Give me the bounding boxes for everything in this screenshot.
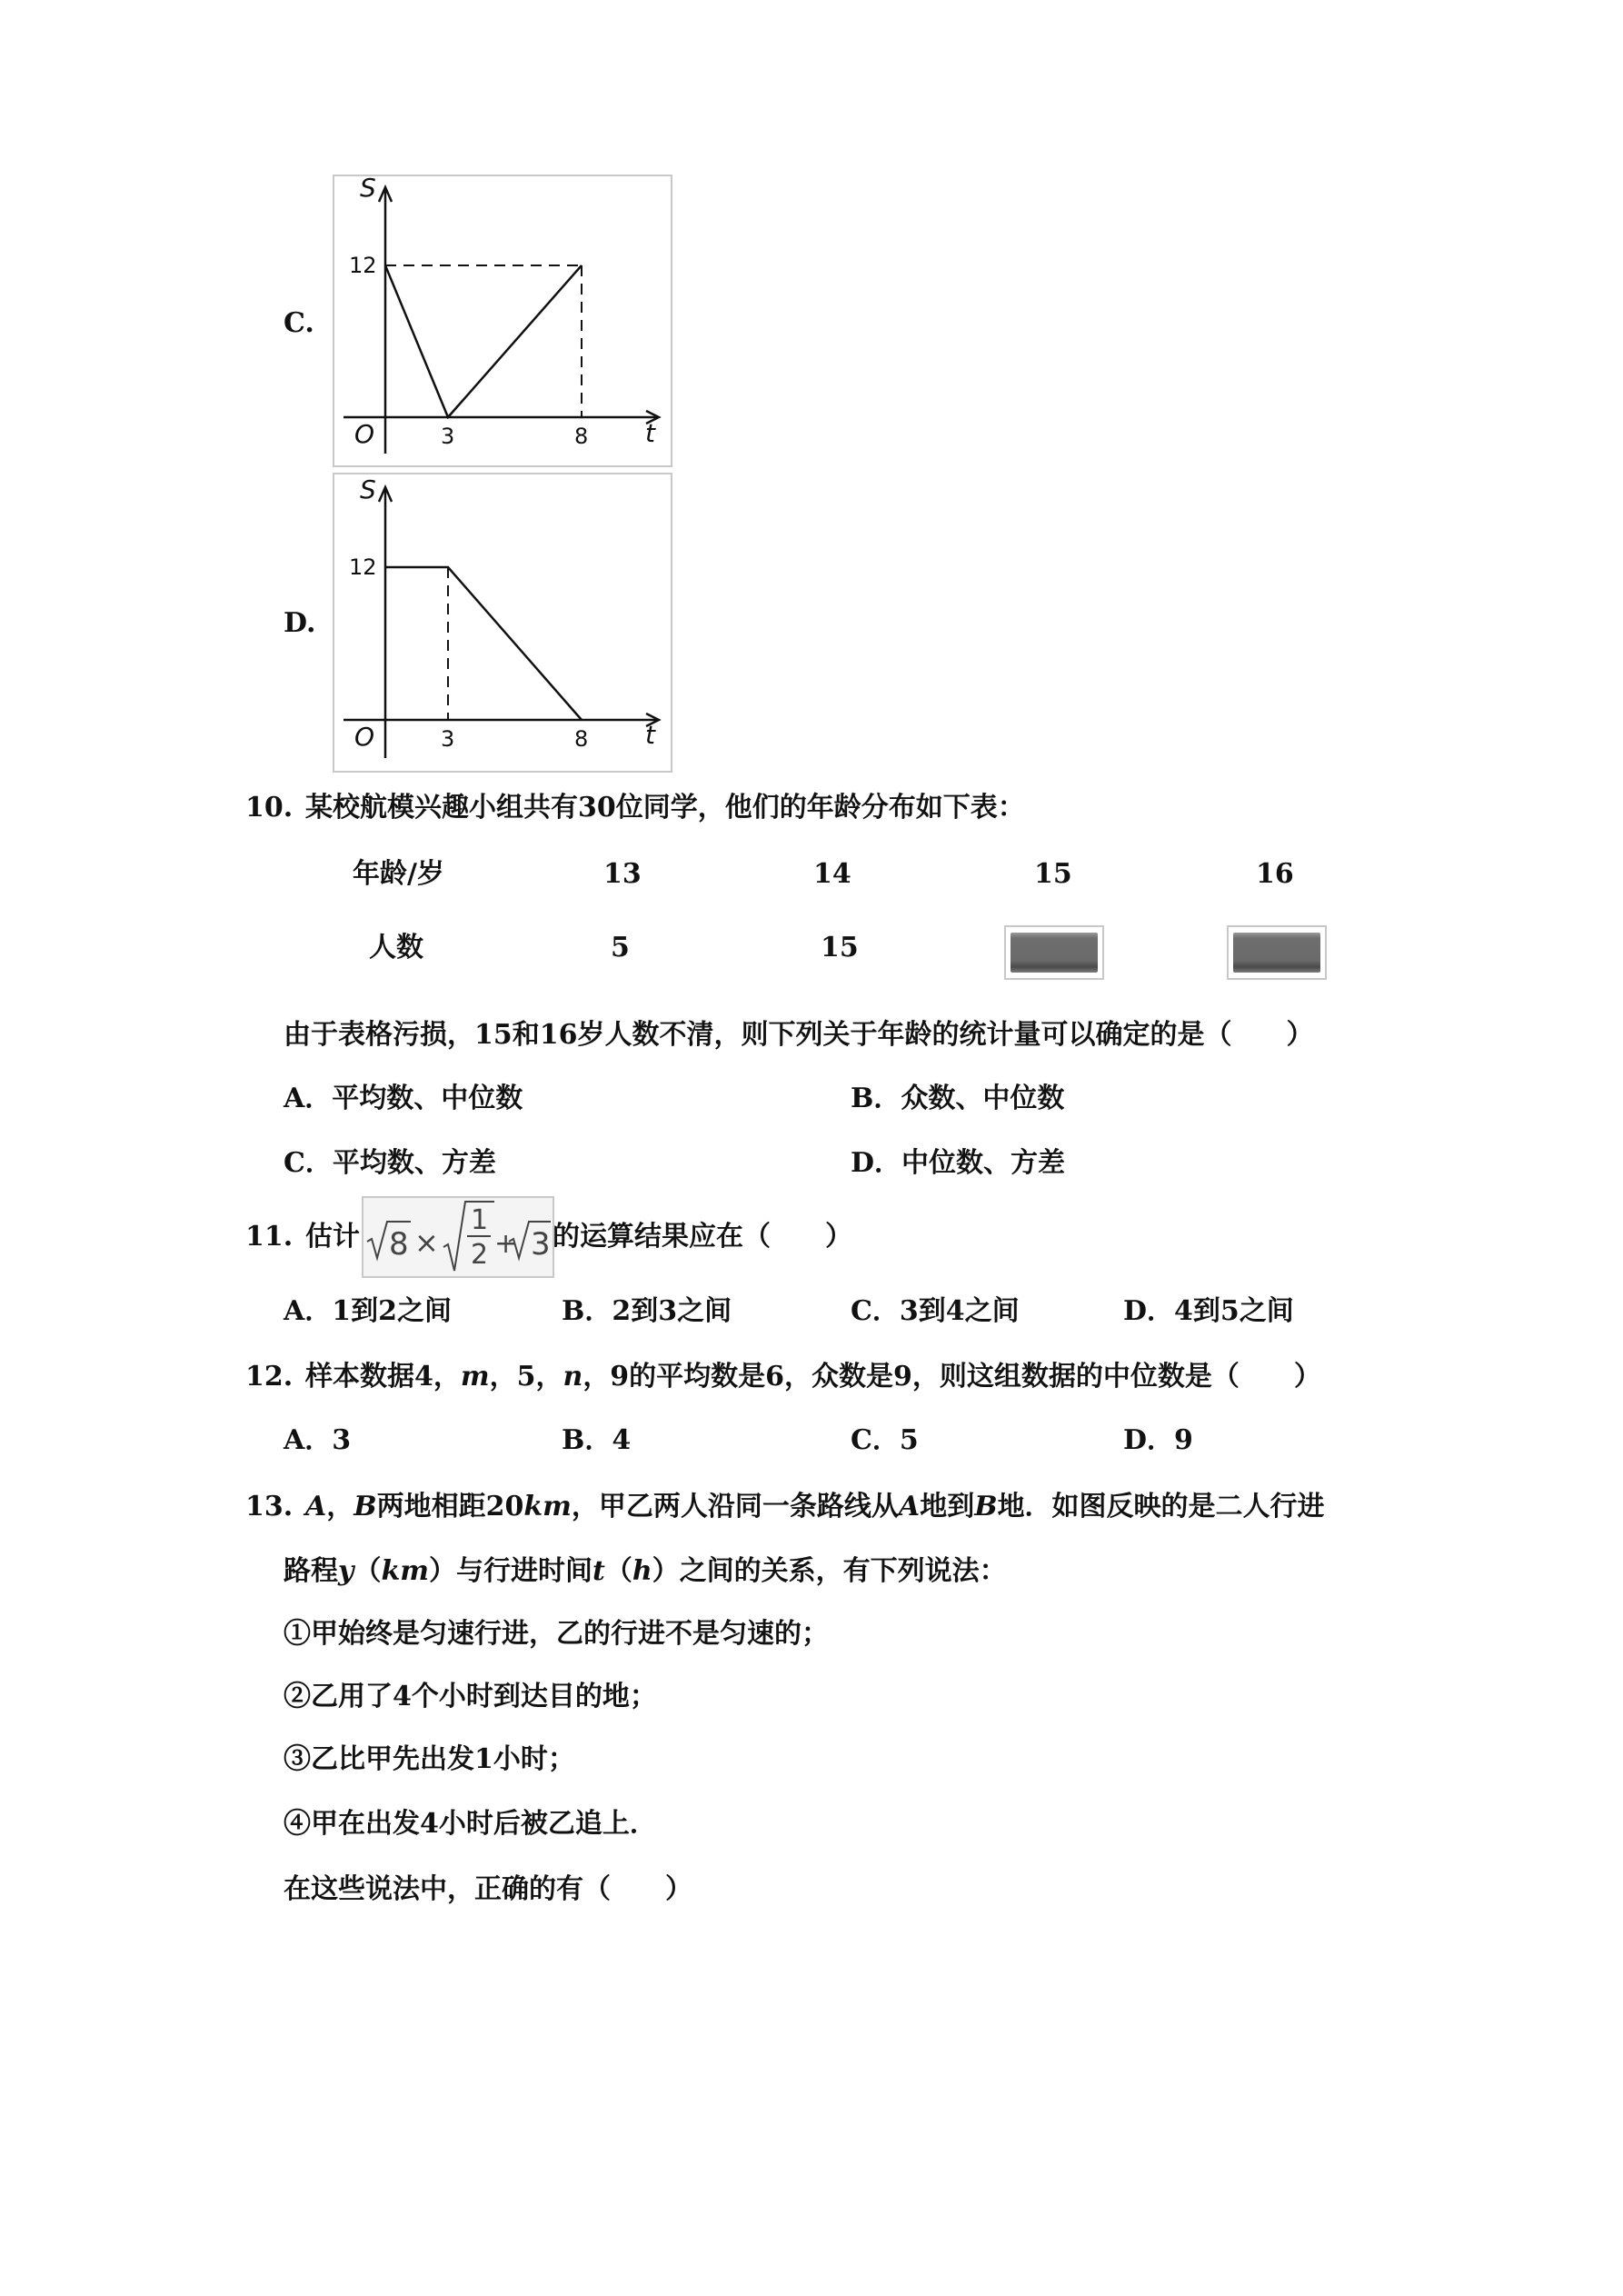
- x-axis-label: t: [645, 720, 655, 750]
- y-axis-label: S: [360, 176, 376, 203]
- point-a: A: [305, 1491, 327, 1522]
- plus-sign: +: [494, 1228, 518, 1260]
- y-tick-12: 12: [349, 554, 377, 580]
- q10-stem: 某校航模兴趣小组共有30位同学，他们的年龄分布如下表：: [305, 792, 1025, 824]
- x-tick-3: 3: [441, 424, 455, 449]
- unit-km: km: [523, 1491, 572, 1522]
- table-count-14: 15: [821, 932, 859, 963]
- fraction-denominator: 2: [471, 1239, 489, 1271]
- var-t: t: [592, 1555, 605, 1587]
- q13-text: 两地相距20: [376, 1491, 524, 1522]
- q9-option-c-label: C.: [284, 307, 314, 339]
- radicand-8: 8: [389, 1226, 409, 1263]
- table-count-16-smudged: [1227, 925, 1327, 980]
- q12-text: ，5，: [489, 1361, 563, 1393]
- q10-option-d: D．中位数、方差: [851, 1147, 1066, 1179]
- table-count-13: 5: [611, 932, 630, 963]
- q11-suffix: 的运算结果应在（ ）: [553, 1221, 852, 1253]
- q12-option-d: D．9: [1123, 1424, 1193, 1456]
- q12-text: ，9的平均数是6，众数是9，则这组数据的中位数是（ ）: [582, 1361, 1321, 1393]
- q11-formula: [362, 1196, 554, 1278]
- point-a: A: [898, 1491, 921, 1522]
- point-b: B: [353, 1491, 377, 1522]
- y-tick-12: 12: [349, 253, 377, 278]
- q13-text: 路程: [284, 1555, 338, 1587]
- unit-h: h: [632, 1555, 652, 1587]
- q10-question: 由于表格污损，15和16岁人数不清，则下列关于年龄的统计量可以确定的是（ ）: [284, 1019, 1314, 1051]
- q12-number: 12.: [245, 1361, 294, 1393]
- q12-text: 样本数据4，: [305, 1361, 461, 1393]
- q13-text: ）与行进时间: [428, 1555, 592, 1587]
- table-age-13: 13: [603, 858, 642, 890]
- q13-statement-3: ③乙比甲先出发1小时；: [284, 1743, 575, 1775]
- table-header-age: 年龄/岁: [353, 858, 444, 890]
- fraction-numerator: 1: [471, 1204, 489, 1236]
- q13-text: （: [604, 1555, 632, 1587]
- q10-option-b: B．众数、中位数: [851, 1083, 1065, 1114]
- q9-option-c-graph: [333, 175, 672, 467]
- unit-km: km: [381, 1555, 429, 1587]
- q11-option-a: A．1到2之间: [284, 1295, 453, 1327]
- q13-text: ，甲乙两人沿同一条路线从: [571, 1491, 899, 1522]
- point-b: B: [974, 1491, 998, 1522]
- q13-statement-4: ④甲在出发4小时后被乙追上．: [284, 1808, 657, 1840]
- origin-label: O: [354, 419, 375, 449]
- q12-option-a: A．3: [284, 1424, 352, 1456]
- q13-text: （: [353, 1555, 382, 1587]
- q12-option-b: B．4: [562, 1424, 632, 1456]
- var-n: n: [563, 1361, 583, 1393]
- var-y: y: [338, 1555, 354, 1587]
- table-header-count: 人数: [369, 932, 423, 963]
- q13-statement-1: ①甲始终是匀速行进，乙的行进不是匀速的；: [284, 1618, 829, 1650]
- x-tick-3: 3: [441, 726, 455, 752]
- q13-line1: [305, 1493, 1325, 1521]
- q13-text: 地．如图反映的是二人行进: [997, 1491, 1325, 1522]
- origin-label: O: [354, 722, 375, 752]
- q13-line2: [284, 1555, 1007, 1587]
- table-age-14: 14: [813, 858, 851, 890]
- radicand-3: 3: [531, 1226, 551, 1263]
- q10-number: 10.: [245, 792, 294, 824]
- q11-option-c: C．3到4之间: [851, 1295, 1020, 1327]
- q13-text: ）之间的关系，有下列说法：: [652, 1555, 1007, 1587]
- q9-option-d-label: D.: [284, 607, 316, 639]
- table-count-15-smudged: [1004, 925, 1104, 980]
- q11-option-d: D．4到5之间: [1123, 1295, 1294, 1327]
- y-axis-label: S: [360, 474, 376, 504]
- graph-line: [385, 567, 582, 720]
- q13-statement-2: ②乙用了4个小时到达目的地；: [284, 1681, 657, 1712]
- q13-text: 地到: [920, 1491, 975, 1522]
- times-sign: ×: [414, 1225, 439, 1260]
- x-axis-label: t: [645, 418, 655, 448]
- q11-number: 11.: [245, 1221, 294, 1253]
- q13-question: 在这些说法中，正确的有（ ）: [284, 1873, 692, 1905]
- q11-prefix: 估计: [305, 1221, 360, 1253]
- q12-option-c: C．5: [851, 1424, 919, 1456]
- q11-option-b: B．2到3之间: [562, 1295, 732, 1327]
- q13-text: ，: [326, 1491, 354, 1522]
- var-m: m: [460, 1361, 490, 1393]
- graph-line: [385, 265, 582, 417]
- q10-option-a: A．平均数、中位数: [284, 1083, 523, 1114]
- q10-option-c: C．平均数、方差: [284, 1147, 496, 1179]
- x-tick-8: 8: [574, 424, 589, 449]
- table-age-15: 15: [1034, 858, 1072, 890]
- q13-number: 13.: [245, 1491, 294, 1522]
- q12-stem: [305, 1363, 1321, 1391]
- x-tick-8: 8: [574, 726, 589, 752]
- table-age-16: 16: [1256, 858, 1294, 890]
- q9-option-d-graph: [333, 473, 672, 773]
